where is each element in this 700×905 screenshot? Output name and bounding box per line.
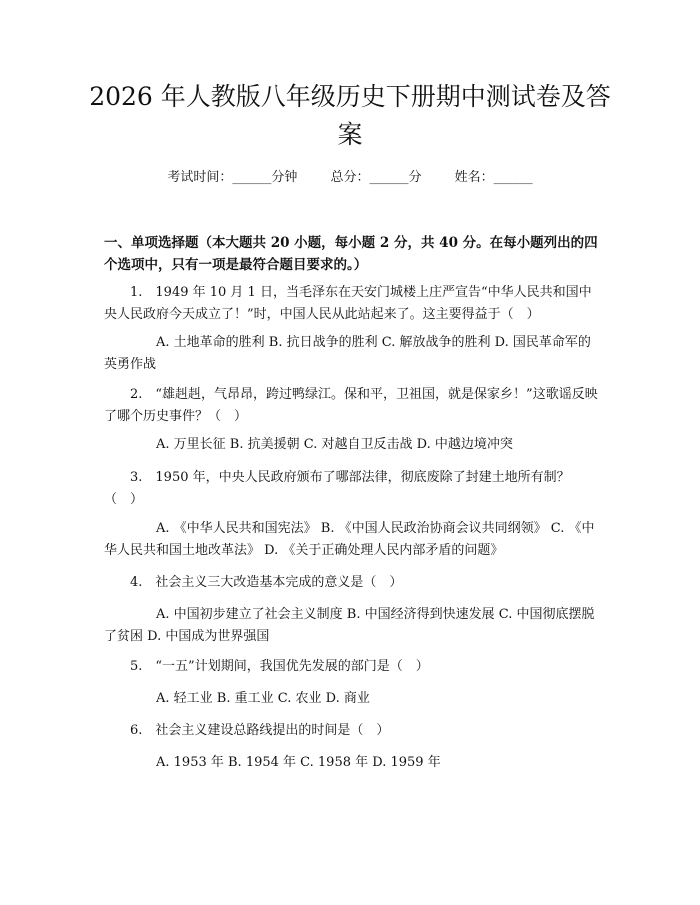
total-score-field: 总分：______分 [330, 170, 422, 185]
question-6-stem: 6. 社会主义建设总路线提出的时间是（ ） [130, 723, 390, 738]
page-title: 2026 年人教版八年级历史下册期中测试卷及答案 [89, 82, 611, 149]
question-4-stem: 4. 社会主义三大改造基本完成的意义是（ ） [130, 575, 403, 590]
question-4-options: A. 中国初步建立了社会主义制度 B. 中国经济得到快速发展 C. 中国彻底摆脱了贫困 D. 中国成为世界强国 [104, 607, 595, 644]
question-3-options: A. 《中华人民共和国宪法》 B. 《中国人民政治协商会议共同纲领》 C. 《中华人民共和国土地改革法》 D. 《关于正确处理人民内部矛盾的问题》 [104, 521, 595, 558]
question-1-options: A. 土地革命的胜利 B. 抗日战争的胜利 C. 解放战争的胜利 D. 国民革命军的英勇作战 [104, 335, 591, 372]
exam-meta-line [0, 168, 700, 188]
question-6-options: A. 1953 年 B. 1954 年 C. 1958 年 D. 1959 年 [156, 755, 441, 770]
question-1-stem: 1. 1949 年 10 月 1 日，当毛泽东在天安门城楼上庄严宣告“中华人民共和国中央人民政府今天成立了！”时，中国人民从此站起来了。这主要得益于（ ） [104, 285, 592, 322]
question-2-stem: 2. “雄赳赳，气昂昂，跨过鸭绿江。保和平，卫祖国，就是保家乡！”这歌谣反映了哪个历史事件？（ ） [104, 387, 598, 424]
student-name-field: 姓名：______ [454, 170, 533, 185]
question-5-stem: 5. “一五”计划期间，我国优先发展的部门是（ ） [130, 659, 429, 674]
section-heading: 一、单项选择题（本大题共 20 小题，每小题 2 分，共 40 分。在每小题列出的四个选项中，只有一项是最符合题目要求的。） [104, 235, 598, 273]
question-5-options: A. 轻工业 B. 重工业 C. 农业 D. 商业 [156, 691, 370, 706]
question-3-stem: 3. 1950 年，中央人民政府颁布了哪部法律，彻底废除了封建土地所有制？（ ） [104, 470, 570, 507]
exam-time-field: 考试时间：______分钟 [167, 170, 298, 185]
question-2-options: A. 万里长征 B. 抗美援朝 C. 对越自卫反击战 D. 中越边境冲突 [156, 437, 513, 452]
